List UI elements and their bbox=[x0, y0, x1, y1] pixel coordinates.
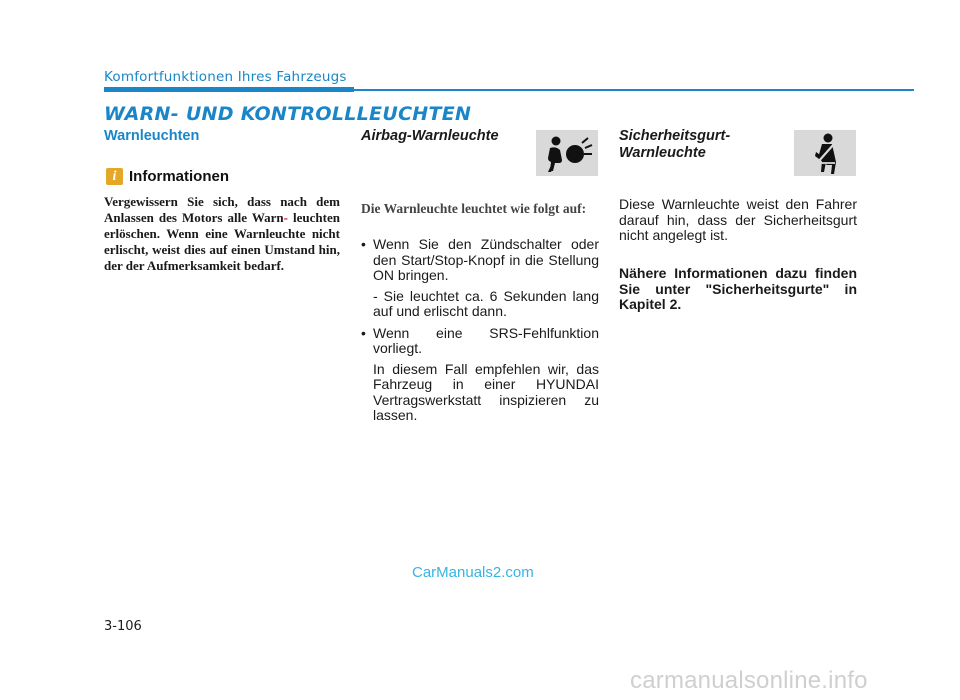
seatbelt-warning-icon bbox=[794, 130, 856, 176]
airbag-list bbox=[361, 237, 599, 424]
seatbelt-heading bbox=[619, 128, 730, 162]
bullet-text: Wenn eine SRS-Fehlfunktion vorliegt. bbox=[373, 324, 599, 356]
airbag-intro: Die Warnleuchte leuchtet wie folgt auf: bbox=[361, 201, 587, 216]
header-divider bbox=[354, 89, 914, 91]
list-sub-item bbox=[361, 289, 599, 320]
info-text-part1: Vergewissern Sie sich, dass nach dem Anlassen des Motors alle Warn bbox=[104, 194, 340, 225]
section-header: Komfortfunktionen Ihres Fahrzeugs bbox=[104, 69, 347, 85]
seatbelt-heading-line1: Sicherheitsgurt- bbox=[619, 128, 731, 144]
info-text-part2: leuchten erlöschen. Wenn eine Warnleuchte nicht erlischt, weist dies auf einen Umstand hin, der der Aufmerksamkeit bedarf. bbox=[104, 210, 340, 273]
note-text: In diesem Fall empfehlen wir, das Fahrzeug in einer HYUNDAI Vertragswerkstatt inspizieren zu lassen. bbox=[373, 360, 599, 423]
chapter-title: WARN- UND KONTROLLLEUCHTEN bbox=[104, 103, 472, 125]
airbag-icon-box bbox=[536, 130, 598, 176]
info-text-hyphen: - bbox=[283, 210, 288, 225]
page-number: 3-106 bbox=[104, 619, 142, 634]
bullet-text: Wenn Sie den Zündschalter oder den Start/Stop-Knopf in die Stellung ON bringen. bbox=[373, 236, 599, 283]
airbag-warning-icon bbox=[536, 130, 598, 176]
info-label: Informationen bbox=[129, 168, 229, 185]
header-accent-bar bbox=[104, 87, 354, 92]
info-icon: i bbox=[106, 168, 123, 185]
list-note bbox=[361, 362, 599, 424]
seatbelt-text: Diese Warnleuchte weist den Fahrer darauf hin, dass der Sicherheitsgurt nicht angelegt ist. bbox=[619, 196, 857, 243]
list-item bbox=[361, 237, 599, 284]
bullet-dot: • bbox=[361, 236, 366, 252]
info-text bbox=[104, 194, 340, 274]
watermark-corner[interactable]: carmanualsonline.info bbox=[630, 667, 868, 694]
seatbelt-icon-box bbox=[794, 130, 856, 176]
subheading-warnleuchten: Warnleuchten bbox=[104, 128, 200, 144]
list-item bbox=[361, 326, 599, 357]
watermark-center[interactable]: CarManuals2.com bbox=[412, 564, 534, 581]
sub-item-text: - Sie leuchtet ca. 6 Sekunden lang auf und erlischt dann. bbox=[373, 287, 599, 319]
bullet-dot: • bbox=[361, 324, 366, 341]
seatbelt-reference: Nähere Informationen dazu finden Sie unter "Sicherheitsgurte" in Kapitel 2. bbox=[619, 265, 857, 312]
airbag-heading: Airbag-Warnleuchte bbox=[361, 128, 499, 144]
seatbelt-heading-line2: Warnleuchte bbox=[619, 145, 706, 161]
